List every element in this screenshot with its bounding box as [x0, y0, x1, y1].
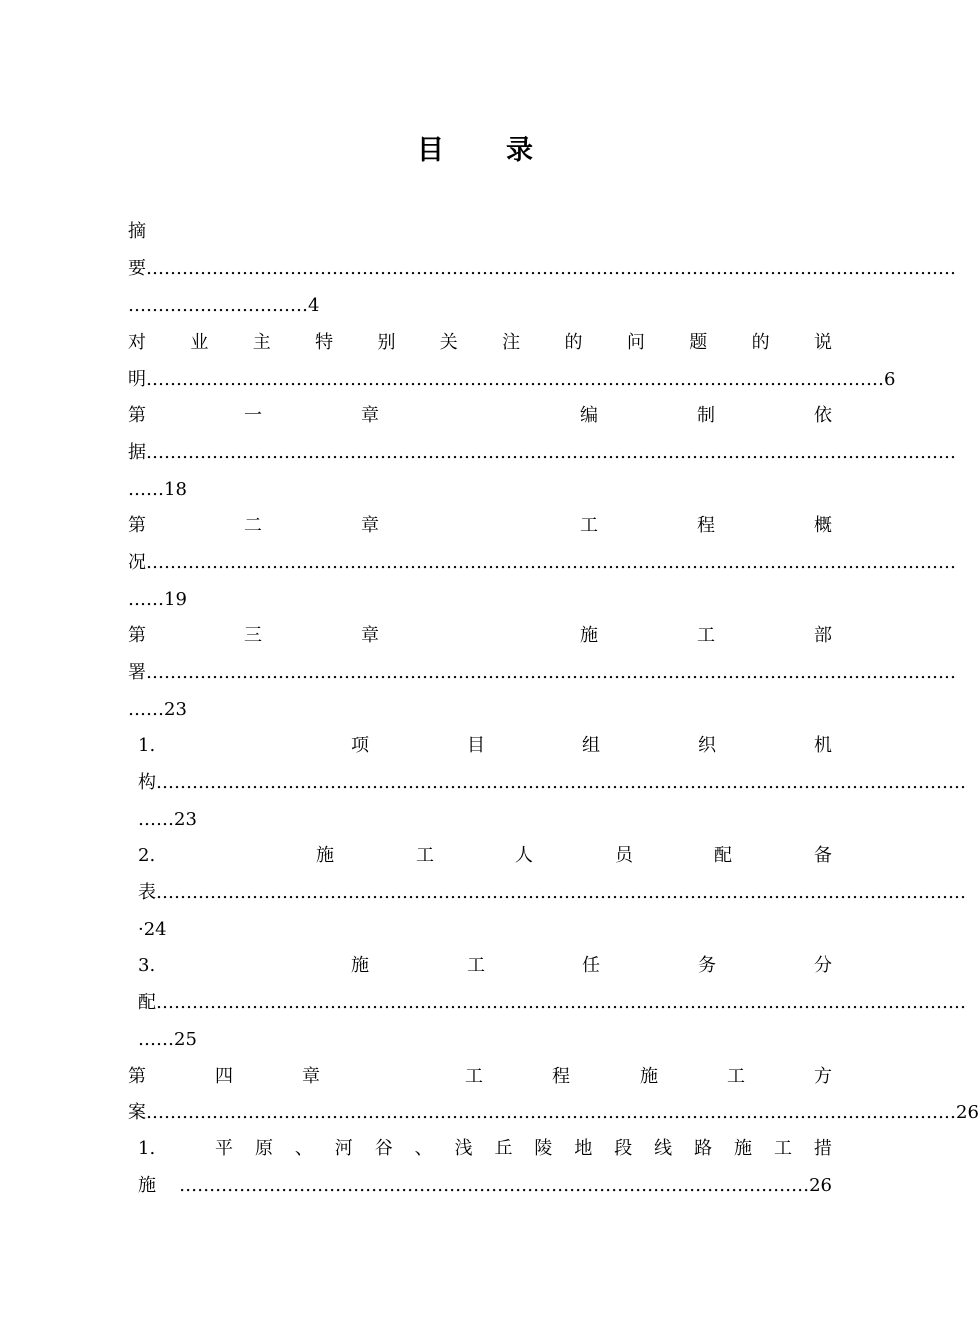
page-number: 23	[164, 699, 187, 720]
page-number: 19	[164, 589, 187, 610]
toc-entry-3-2-line3[interactable]	[138, 911, 167, 948]
page-number: 26	[809, 1175, 832, 1196]
toc-entry-4-1-line1[interactable]: 1. 平 原 、 河 谷 、 浅 丘 陵 地 段 线 路 施 工 措	[138, 1138, 832, 1159]
leader-dots: ………………………………………………………………………………………………………………………	[146, 1102, 956, 1123]
leader-dots: ·	[138, 919, 144, 940]
toc-entry-3-1-line3[interactable]	[138, 801, 197, 838]
leader-dots: ………………………………………………………………………………………………………………………	[146, 442, 956, 463]
leader-dots: ………………………………………………………………………………………………………………………	[156, 882, 966, 903]
toc-entry-ch2-line1[interactable]: 第 二 章 工 程 概	[128, 515, 832, 536]
toc-entry-ch1-line2[interactable]: 据 ………………………………………………………………………………………………………………………	[128, 434, 832, 471]
toc-entry-ch3-line3[interactable]	[128, 691, 187, 728]
page-number: 24	[143, 919, 167, 940]
toc-entry-3-3-line1[interactable]: 3. 施 工 任 务 分	[138, 955, 832, 976]
leader-dots: ………………………………………………………………………………………………………………………	[146, 258, 956, 279]
toc-entry-3-3-line3[interactable]	[138, 1021, 197, 1058]
leader-dots: ………………………………………………………………………………………………………………………	[156, 772, 966, 793]
leader-dots: ……	[128, 589, 164, 610]
title-char-2: 录	[506, 135, 533, 166]
toc-entry-ch1-line3[interactable]	[128, 471, 187, 508]
toc-entry-abstract-line3[interactable]	[128, 287, 319, 324]
leader-dots: ………………………………………………………………………………………………………………………	[156, 992, 966, 1013]
toc-title	[0, 128, 950, 167]
toc-entry-3-3-line2[interactable]: 配 ………………………………………………………………………………………………………………………	[138, 984, 832, 1021]
toc-entry-ch3-line2[interactable]: 署 ………………………………………………………………………………………………………………………	[128, 654, 832, 691]
page-number: 18	[164, 479, 187, 500]
toc-entry-owner-notes-line2[interactable]: 明 …………………………………………………………………………………………………………… 6	[128, 361, 832, 398]
toc-entry-ch3-line1[interactable]: 第 三 章 施 工 部	[128, 625, 832, 646]
toc-entry-3-1-line1[interactable]: 1. 项 目 组 织 机	[138, 735, 832, 756]
toc-entry-ch4-line2[interactable]: 案 ……………………………………………………………………………………………………………………… 26	[128, 1094, 832, 1131]
toc-entry-abstract-line2[interactable]: 要 ………………………………………………………………………………………………………………………	[128, 250, 832, 287]
page-number: 4	[308, 295, 320, 316]
leader-dots: ……	[128, 699, 164, 720]
toc-entry-3-2-line2[interactable]: 表 ………………………………………………………………………………………………………………………	[138, 874, 832, 911]
leader-dots: ……………………………………………………………………………………………………………	[146, 369, 884, 390]
page-number: 6	[884, 369, 896, 390]
leader-dots: ………………………………………………………………………………………………………………………	[146, 552, 956, 573]
toc-entry-ch2-line3[interactable]	[128, 581, 187, 618]
toc-entry-ch4-line1[interactable]: 第 四 章 工 程 施 工 方	[128, 1066, 832, 1087]
toc-entry-ch1-line1[interactable]: 第 一 章 编 制 依	[128, 405, 832, 426]
toc-entry-4-1-line2[interactable]: 施 …………………………………………………………………………………………… 26	[138, 1167, 832, 1204]
title-char-1: 目	[417, 135, 444, 166]
leader-dots: ……	[128, 479, 164, 500]
leader-dots: ……	[138, 809, 174, 830]
page-number: 23	[174, 809, 197, 830]
leader-dots: …………………………	[128, 295, 308, 316]
toc-entry-ch2-line2[interactable]: 况 ………………………………………………………………………………………………………………………	[128, 544, 832, 581]
page-number: 26	[956, 1102, 979, 1123]
leader-dots: ………………………………………………………………………………………………………………………	[146, 662, 956, 683]
leader-dots: ……	[138, 1029, 174, 1050]
toc-entry-3-2-line1[interactable]: 2. 施 工 人 员 配 备	[138, 845, 832, 866]
page-number: 25	[174, 1029, 197, 1050]
leader-dots: ……………………………………………………………………………………………	[179, 1175, 810, 1196]
toc-entry-owner-notes-line1[interactable]: 对 业 主 特 别 关 注 的 问 题 的 说	[128, 332, 832, 353]
toc-entry-abstract-line1: 摘	[128, 221, 146, 242]
toc-entry-3-1-line2[interactable]: 构 ………………………………………………………………………………………………………………………	[138, 764, 832, 801]
